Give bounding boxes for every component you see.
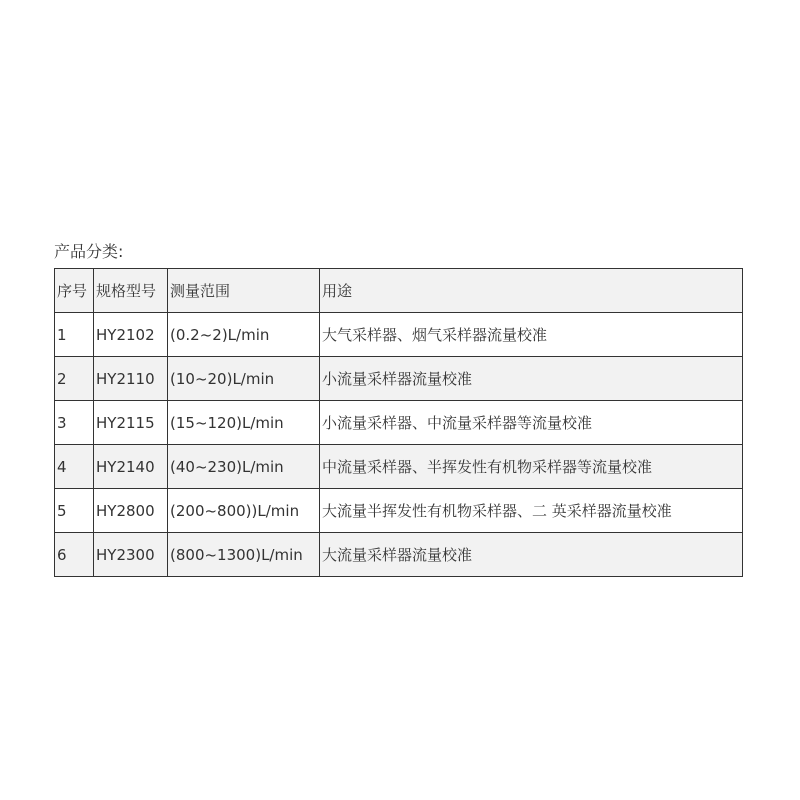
table-header-row: [55, 269, 743, 313]
cell-index: 6: [55, 533, 94, 577]
table-row: [55, 445, 743, 489]
table-row: [55, 489, 743, 533]
cell-usage: 小流量采样器流量校准: [320, 357, 743, 401]
cell-range: (800~1300)L/min: [168, 533, 320, 577]
cell-range: (0.2~2)L/min: [168, 313, 320, 357]
table-row: [55, 313, 743, 357]
cell-index: 3: [55, 401, 94, 445]
cell-usage: 小流量采样器、中流量采样器等流量校准: [320, 401, 743, 445]
cell-usage: 大流量半挥发性有机物采样器、二 英采样器流量校准: [320, 489, 743, 533]
cell-index: 2: [55, 357, 94, 401]
cell-range: (40~230)L/min: [168, 445, 320, 489]
cell-range: (10~20)L/min: [168, 357, 320, 401]
cell-model: HY2115: [94, 401, 168, 445]
cell-model: HY2110: [94, 357, 168, 401]
cell-range: (200~800))L/min: [168, 489, 320, 533]
cell-usage: 大流量采样器流量校准: [320, 533, 743, 577]
product-spec-table: [54, 268, 743, 577]
cell-usage: 中流量采样器、半挥发性有机物采样器等流量校准: [320, 445, 743, 489]
section-title: 产品分类:: [54, 242, 124, 261]
cell-model: HY2300: [94, 533, 168, 577]
table-row: [55, 533, 743, 577]
table-row: [55, 357, 743, 401]
cell-model: HY2102: [94, 313, 168, 357]
cell-index: 4: [55, 445, 94, 489]
cell-usage: 大气采样器、烟气采样器流量校准: [320, 313, 743, 357]
header-usage: 用途: [320, 269, 743, 313]
table-row: [55, 401, 743, 445]
cell-model: HY2800: [94, 489, 168, 533]
header-range: 测量范围: [168, 269, 320, 313]
cell-model: HY2140: [94, 445, 168, 489]
cell-index: 5: [55, 489, 94, 533]
header-model: 规格型号: [94, 269, 168, 313]
cell-index: 1: [55, 313, 94, 357]
cell-range: (15~120)L/min: [168, 401, 320, 445]
header-index: 序号: [55, 269, 94, 313]
